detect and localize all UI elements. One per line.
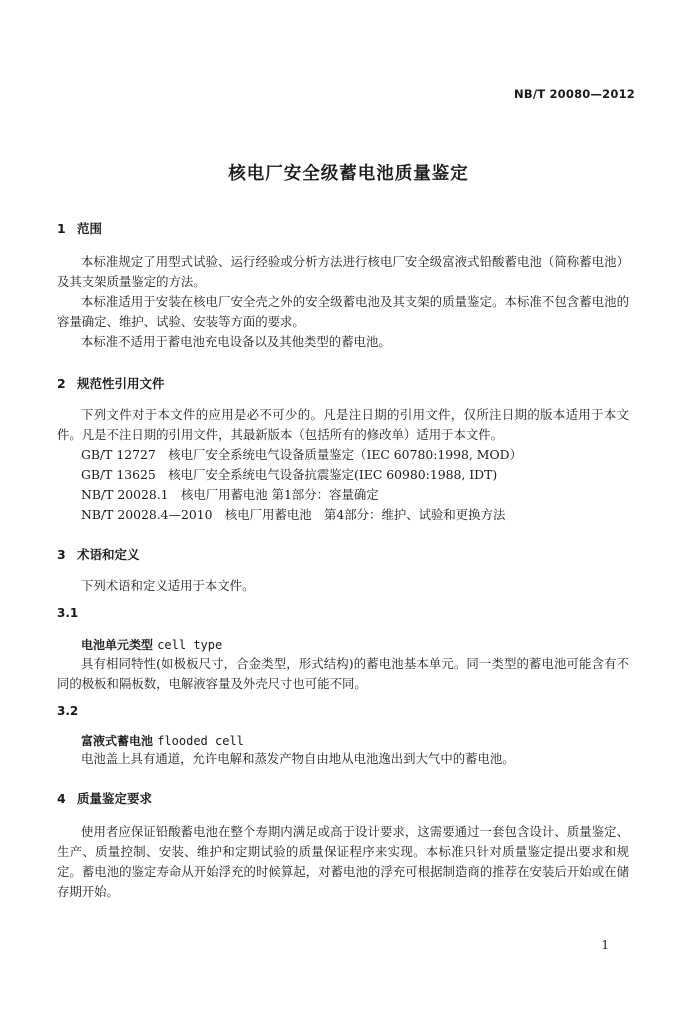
reference-item: GB/T 12727 核电厂安全系统电气设备质量鉴定（IEC 60780:1998, MOD） bbox=[81, 447, 522, 462]
term-chinese: 富液式蓄电池 bbox=[81, 734, 154, 748]
section-title: 质量鉴定要求 bbox=[77, 791, 153, 806]
section-number: 1 bbox=[57, 221, 66, 236]
term-english: cell type bbox=[157, 638, 223, 652]
subsection-number: 3.1 bbox=[57, 606, 79, 620]
page-number: 1 bbox=[601, 938, 609, 952]
term-heading bbox=[81, 636, 222, 653]
paragraph: 下列文件对于本文件的应用是必不可少的。凡是注日期的引用文件，仅所注日期的版本适用于本文件。凡是不注日期的引用文件，其最新版本（包括所有的修改单）适用于本文件。 bbox=[57, 407, 629, 442]
section-title: 规范性引用文件 bbox=[77, 376, 165, 391]
section-2-heading bbox=[57, 374, 165, 392]
paragraph: 使用者应保证铅酸蓄电池在整个寿期内满足或高于设计要求，这需要通过一套包含设计、质量鉴定、生产、质量控制、安装、维护和定期试验的质量保证程序来实现。本标准只针对质量鉴定提出要求和规定。蓄电池的鉴定寿命从开始浮充的时候算起，对蓄电池的浮充可根据制造商的推荐在安装后开始或在储存期开始。 bbox=[57, 824, 629, 899]
subsection-number: 3.2 bbox=[57, 704, 79, 718]
paragraph: 本标准不适用于蓄电池充电设备以及其他类型的蓄电池。 bbox=[81, 334, 391, 349]
paragraph: 下列术语和定义适用于本文件。 bbox=[81, 578, 255, 593]
term-english: flooded cell bbox=[157, 734, 244, 748]
reference-item: GB/T 13625 核电厂安全系统电气设备抗震鉴定(IEC 60980:1988, IDT) bbox=[81, 467, 498, 482]
reference-item: NB/T 20028.4—2010 核电厂用蓄电池 第4部分：维护、试验和更换方法 bbox=[81, 507, 506, 522]
section-number: 3 bbox=[57, 547, 66, 562]
paragraph: 本标准规定了用型式试验、运行经验或分析方法进行核电厂安全级富液式铅酸蓄电池（简称蓄电池）及其支架质量鉴定的方法。 bbox=[57, 254, 629, 289]
section-title: 术语和定义 bbox=[77, 547, 140, 562]
term-chinese: 电池单元类型 bbox=[81, 638, 154, 652]
section-number: 4 bbox=[57, 791, 66, 806]
document-title: 核电厂安全级蓄电池质量鉴定 bbox=[228, 164, 469, 184]
term-definition: 具有相同特性(如极板尺寸，合金类型，形式结构)的蓄电池基本单元。同一类型的蓄电池可能含有不同的极板和隔板数，电解液容量及外壳尺寸也可能不同。 bbox=[57, 656, 629, 691]
section-4-heading bbox=[57, 789, 152, 807]
section-3-heading bbox=[57, 545, 140, 563]
term-heading bbox=[81, 732, 244, 749]
standard-code: NB/T 20080—2012 bbox=[514, 87, 635, 101]
section-title: 范围 bbox=[77, 221, 103, 236]
section-1-heading bbox=[57, 219, 102, 237]
section-number: 2 bbox=[57, 376, 66, 391]
paragraph: 本标准适用于安装在核电厂安全壳之外的安全级蓄电池及其支架的质量鉴定。本标准不包含蓄电池的容量确定、维护、试验、安装等方面的要求。 bbox=[57, 294, 629, 329]
reference-item: NB/T 20028.1 核电厂用蓄电池 第1部分：容量确定 bbox=[81, 487, 379, 502]
term-definition: 电池盖上具有通道，允许电解和蒸发产物自由地从电池逸出到大气中的蓄电池。 bbox=[81, 751, 515, 766]
